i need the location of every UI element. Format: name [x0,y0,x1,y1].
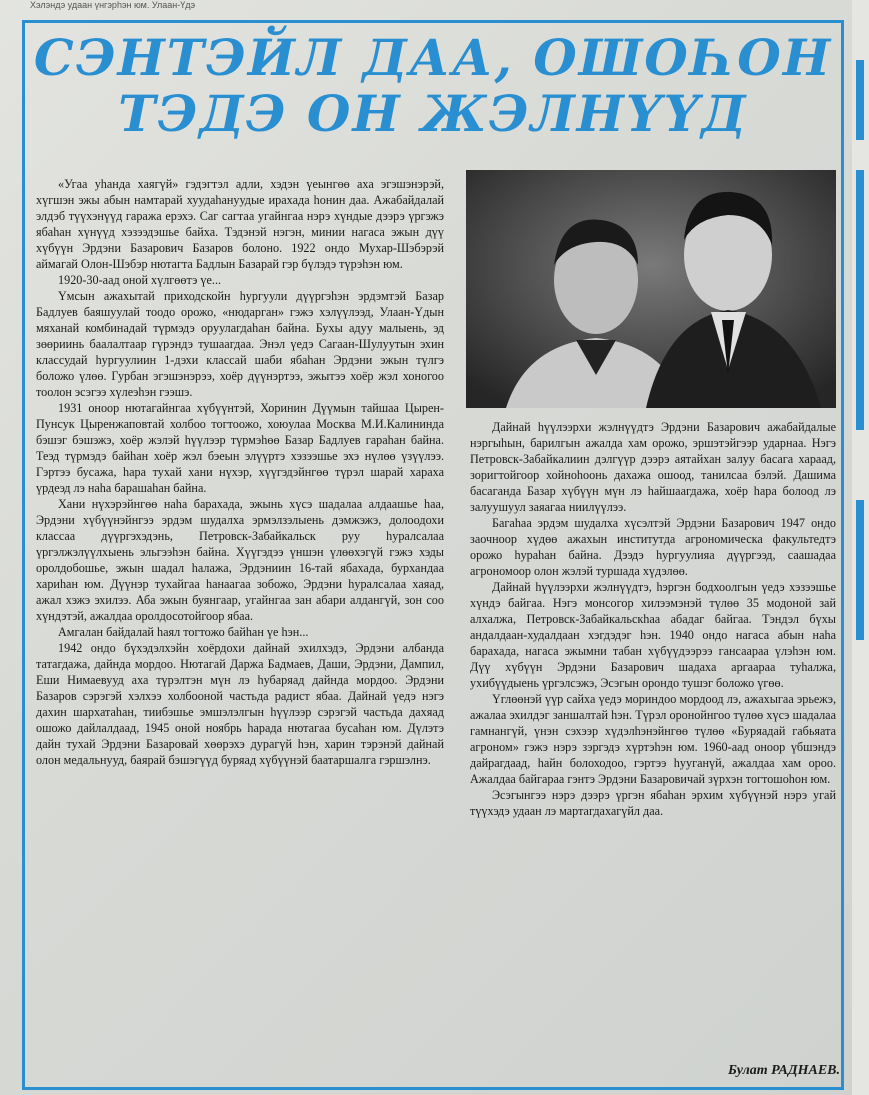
paragraph: 1931 оноор нютагайнгаа хүбүүнтэй, Хоринин Дүүмын тайшаа Цырен-Пунсук Цыренжаповтай холбоо тогтоожо, хоюулаа Москва М.И.Калининда бэшэг бэшэжэ, хоёр жэлэй һүүлээр түрмэһөө Базар Бадлуев гараһан байна. Теэд түрмэдэ байһан хоёр жэл бэеын элүүртэ хэзээшье эхэ нүлөө үзүүлээ. Гэртээ бусажа, һара тухай хани нүхэр, хүүгэдэйнгөө түрэл шарай хараха үрдеэд лэ наһа барашаһан байна. [36,401,444,495]
paragraph: Дайнай һүүлээрхи жэлнүүдтэ Эрдэни Базарович ажабайдалые нэргыһын, барилгын ажалда хам орожо, эршэтэйгээр ударнаа. Нэгэ Петровск-Забайкалиин дэлгүүр дээрэ аятайхан залуу басага хараад, зоригтойгоор хойноһоонь дахажа ошоод, танилсаа бэлэй. Дашима басаганда Базар хүбүүн мүн лэ һайшаагдажа, хоёр һара болоод лэ залуушуул заяагаа ниилүүлээ. [470,420,836,514]
paragraph: Амгалан байдалай һаял тогтожо байһан үе һэн... [58,625,309,639]
paragraph: Багаһаа эрдэм шудалха хүсэлтэй Эрдэни Базарович 1947 ондо заочноор хүдөө ажахын институтда агрономическа факультедтэ орожо һураһан байна. Дээдэ һургуулияа дүүргээд, саашадаа агрономоор олон жэлэй туршада хүдэлөө. [470,516,836,578]
article-left-column [36,176,444,1081]
portrait-photo-image [466,170,836,408]
paragraph: «Угаа уһанда хаягүй» гэдэгтэл адли, хэдэн үеынгөө аха эгэшэнэрэй, хүгшэн эжы абын намтарай хуудаһануудые ирахада һонин даа. Ажабайдалай элдэб түүхэнүүд гаража ерэхэ. Саг сагтаа угайнгаа нэрэ хүндые дээрэ үргэжэ ябаһан хүнүүд хэзээдэшье байха. Тэдэнэй нэгэн, минии нагаса эжын дүү хүбүүн Эрдэни Базарович Базаров болоно. 1922 ондо Мухар-Шэбэрэй аймагай Олон-Шэбэр нютагта Бадлын Базарай гэр бүлэдэ түрэһэн юм. [36,177,444,271]
article-photo [466,170,836,408]
paragraph: 1942 ондо бүхэдэлхэйн хоёрдохи дайнай эхилхэдэ, Эрдэни албанда татагдажа, дайнда мордоо. Нютагай Даржа Бадмаев, Даши, Эрдэни, Дампил, Еши Нимаевууд аха түрэлтэн мүн лэ һубаряад дайнда мордоо. Эрдэни Базаров сэрэгэй хэлхээ холбооной частьда радист ябаа. Дайнай үедэ нэгэ дахин шархатаһан, тиибэшье эмшэлэлгын һүүлээр сэрэгэй частьда дахяад ошожо дайлалдаад, 1945 оной ноябрь һарада нютагаа бусаһан юм. Дүлэтэ дайн тухай Эрдэни Базаровай хөөрэхэ дурагүй һэн, харин тэрэнэй дайнай олон медальнууд, баярай бэшэгүүд буряад хүбүүнэй баатаршалга гэршэлнэ. [36,641,444,767]
adjacent-column-strip [852,0,869,1095]
article-right-column [470,419,836,1059]
paragraph: Үмсын ажахытай приходскойн һургуули дүүргэһэн эрдэмтэй Базар Бадлуев баяшуулай тоодо орожо, «нюдарган» гэжэ хэлүүлээд, Улаан-Үдын мяханай комбинадай түрмэдэ оруулагдаһан байна. Бухы адуу малыень, эд зөөриинь баалалтаар гүрэндэ тушаагдаа. Энэл үедэ Сагаан-Шулуутын эхин классудай һургуулиин 1-дэхи классай шаби ябаһан Эрдэни эжын түлгэ боложо үлөө. Гурбан эгэшэнэрээ, хоёр дүүнэртээ, эжытээ хоёр жэл хоногоо тоолон эсэгээ хүлеэһэн гээшэ. [36,289,444,399]
paragraph: Эсэгынгээ нэрэ дээрэ үргэн ябаһан эрхим хүбүүнэй нэрэ угай түүхэдэ удаан лэ мартагдахагүйл даа. [470,788,836,818]
paragraph: 1920-30-аад оной хүлгөөтэ үе... [58,273,222,287]
header-strip: Хэлэндэ удаан үнгэрһэн юм. Улаан-Үдэ [30,0,196,10]
author-byline: Булат РАДНАЕВ. [728,1063,840,1078]
paragraph: Хани нүхэрэйнгөө наһа барахада, эжынь хүсэ шадалаа алдаашье һаа, Эрдэни хүбүүнэйнгээ эрдэм шудалха эрмэлзэлыень дэмжэжэ, долоодохи классаа дүүргэхэдэнь, Петровск-Забайкальск руу һуралсалаа үргэлжэлүүлхыень эльгээһэн байна. Хүүгэдээ үншэн үлөөхэгүй гэжэ хэды оролдобошье, эжын шадал һалажа, Эрдэниин 16-тай ябахада, бурхандаа хариһан юм. Дүүнэр тухайгаа һанаагаа зобожо, Эрдэни һуралсалаа хаяад, ажал хэжэ эхилээ. Аба эжын буянгаар, угайнгаа зан абари алдангүй, зон соо хүндэтэй, ажалдаа оролдосотойгоор ябаа. [36,497,444,623]
blue-edge-bar [856,170,864,430]
blue-edge-bar [856,500,864,640]
headline-line-1: СЭНТЭЙЛ ДАА, ОШОҺОН [33,28,833,87]
paragraph: Дайнай һүүлээрхи жэлнүүдтэ, һэргэн бодхоолгын үедэ хэзээшье хүндэ байгаа. Нэгэ монсогор хилээмэнэй түлөө 35 модоной зай алхалжа, Петровск-Забайкальскһаа абадаг байгаа. Тэндэл бүхы андалдаан-худалдаан хэгдэдэг һэн. 1940 ондо нагаса абын наһа барахада, нагаса эжымни табан хүбүүдээрээ гансаараа үлэһэн юм. Дүү хүбүүн Эрдэни Базарович шадаха аргаараа туһалжа, ухибүүдыень үргэлсэжэ, Эсэгын орондо тушэг боложо үгөө. [470,580,836,690]
paragraph: Үглөөнэй үүр сайха үедэ мориндоо мордоод лэ, ажахыгаа эрьежэ, ажалаа эхилдэг заншалтай һэн. Түрэл оронойнгоо түлөө хүсэ шадалаа гамнангүй, үнэн сэхээр хүдэлһэнэйнгөө түлөө «Буряадай габьяата агроном» гэжэ нэрэ зэргэдэ хүртэһэн юм. 1960-аад оноор үбшэндэ дайрагдаад, һайн болоходоо, гэртээ һууганүй, ажалдаа хам ороо. Ажалдаа байгараа гэнтэ Эрдэни Базаровичай зүрхэн тогтошоһон юм. [470,692,836,786]
headline [30,30,836,150]
blue-edge-bar [856,60,864,140]
headline-line-2: ТЭДЭ ОН ЖЭЛНҮҮД [118,84,748,143]
